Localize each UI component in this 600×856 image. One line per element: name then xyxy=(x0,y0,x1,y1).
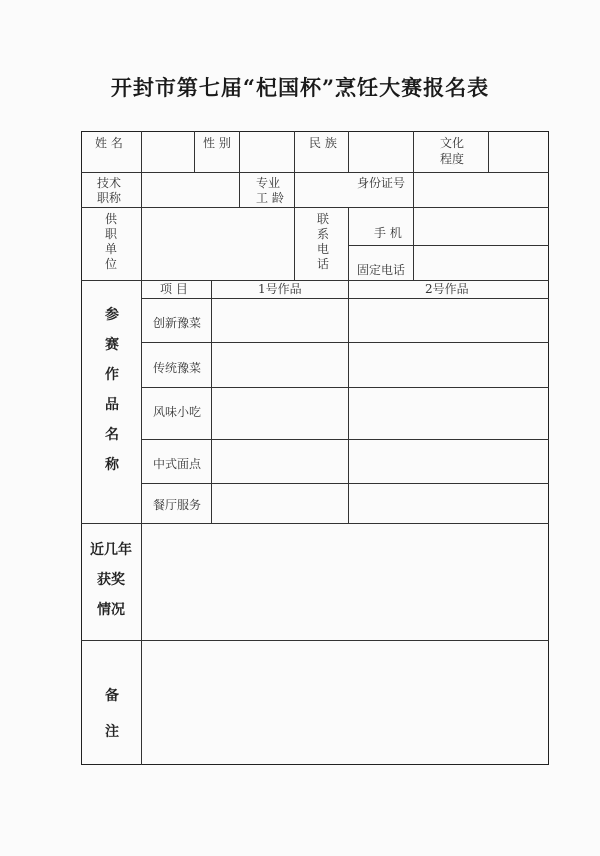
col-item-header: 项 目 xyxy=(160,282,188,296)
education-field[interactable] xyxy=(489,132,548,171)
id-card-label: 身份证号 xyxy=(357,176,406,190)
col-divider xyxy=(348,207,349,280)
major-label-line1: 专业 xyxy=(256,176,281,190)
awards-label: 近几年 获奖 情况 xyxy=(90,542,132,618)
landline-field[interactable] xyxy=(414,246,548,279)
work-years-field[interactable] xyxy=(295,173,347,206)
col-work2-header: 2号作品 xyxy=(425,282,469,296)
contact-label: 联 系 电 话 xyxy=(316,212,329,271)
remarks-field[interactable] xyxy=(142,641,548,764)
ethnicity-label: 民 族 xyxy=(309,136,337,150)
mobile-label: 手 机 xyxy=(374,226,402,240)
row-divider xyxy=(141,483,549,484)
mobile-field[interactable] xyxy=(414,208,548,244)
row-divider xyxy=(81,280,549,281)
col-divider xyxy=(348,280,349,523)
gender-label: 性 别 xyxy=(203,136,231,150)
row-divider xyxy=(141,387,549,388)
id-card-field[interactable] xyxy=(414,173,548,206)
row-divider xyxy=(141,298,549,299)
landline-label: 固定电话 xyxy=(357,263,406,277)
entry-row-label: 创新豫菜 xyxy=(153,316,202,330)
name-label: 姓 名 xyxy=(95,136,123,150)
employer-field[interactable] xyxy=(142,208,293,279)
awards-field[interactable] xyxy=(142,524,548,639)
education-label-line1: 文化 xyxy=(440,136,465,150)
entry-row-label: 中式面点 xyxy=(153,457,202,471)
gender-field[interactable] xyxy=(240,132,293,171)
row-divider xyxy=(141,342,549,343)
entries-section-label: 参 赛 作 品 名 称 xyxy=(105,307,119,473)
entry-row-label: 餐厅服务 xyxy=(153,498,202,512)
col-work1-header: 1号作品 xyxy=(258,282,302,296)
row-divider xyxy=(141,439,549,440)
entry-row-label: 风味小吃 xyxy=(153,405,202,419)
col-divider xyxy=(413,131,414,172)
tech-title-field[interactable] xyxy=(142,173,238,206)
education-label-line2: 程度 xyxy=(440,152,465,166)
name-field[interactable] xyxy=(142,132,193,171)
employer-label: 供 职 单 位 xyxy=(104,212,117,271)
ethnicity-field[interactable] xyxy=(349,132,412,171)
col-divider xyxy=(211,280,212,523)
tech-title-label-line2: 职称 xyxy=(97,191,122,205)
form-title: 开封市第七届“杞国杯”烹饪大赛报名表 xyxy=(110,75,490,100)
remarks-label: 备 注 xyxy=(105,688,119,740)
tech-title-label-line1: 技术 xyxy=(97,176,122,190)
entry-row-label: 传统豫菜 xyxy=(153,361,202,375)
col-divider xyxy=(194,131,195,172)
major-label-line2: 工 龄 xyxy=(256,191,284,205)
